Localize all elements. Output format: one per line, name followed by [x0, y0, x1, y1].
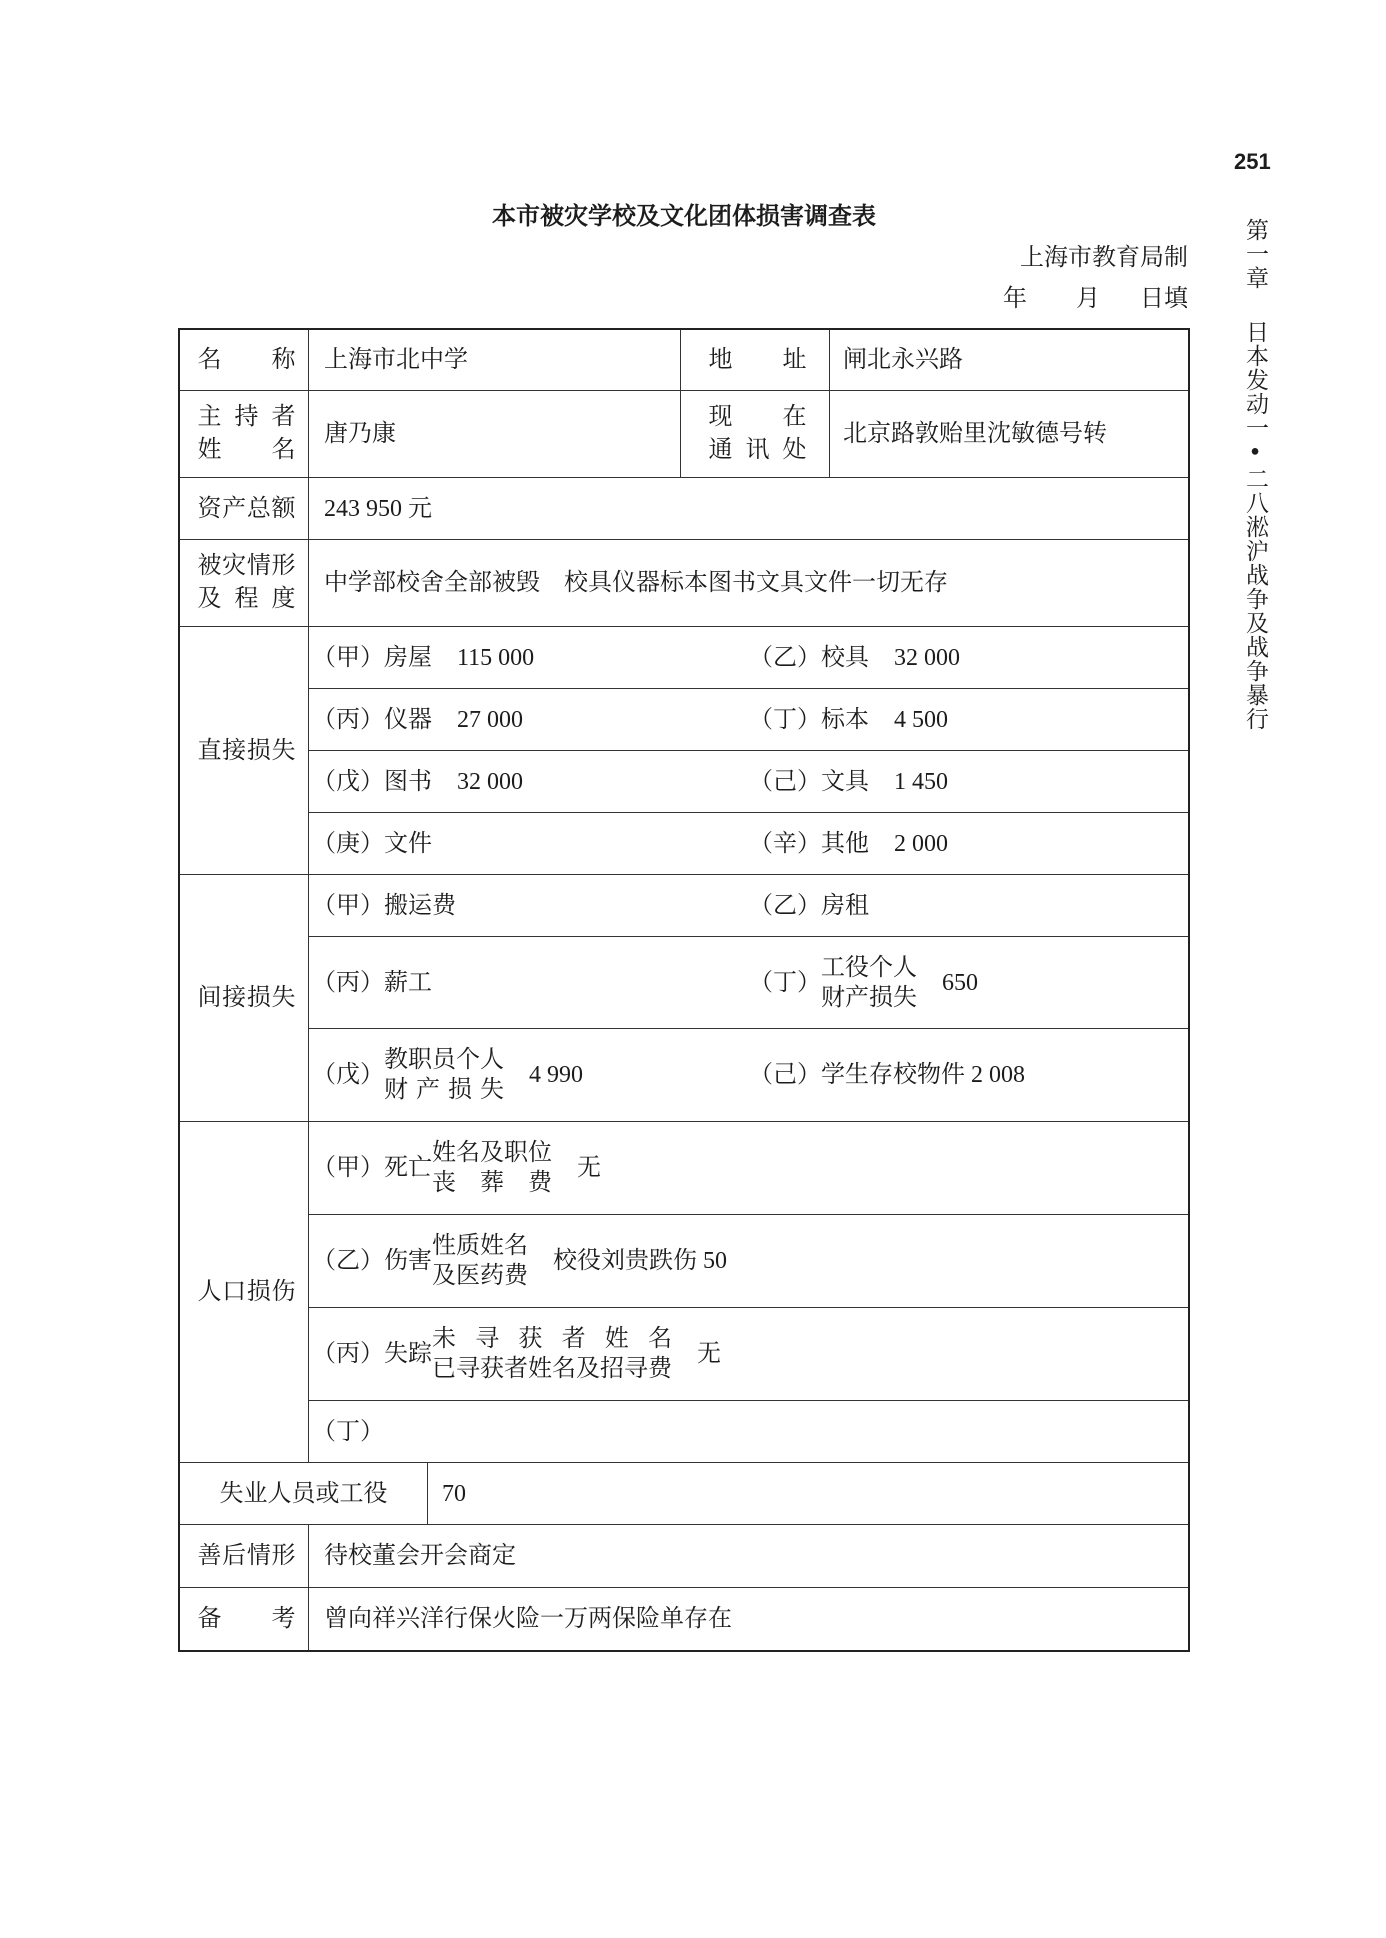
running-head-title: 日本发动一•二八淞沪战争及战争暴行 — [1242, 320, 1268, 731]
item-marker: （己） — [749, 768, 821, 795]
indirect-loss-label: 间接损失 — [197, 985, 296, 1011]
casualty-value: 无 — [577, 1155, 601, 1181]
item-amount: 27 000 — [457, 706, 523, 733]
item-marker: （乙） — [312, 1248, 384, 1274]
principal-value: 唐乃康 — [324, 421, 396, 447]
casualty-value: 校役刘贵跌伤 50 — [553, 1248, 727, 1274]
unemployed-label-cell — [180, 1463, 428, 1524]
item-name: 仪器 — [384, 706, 432, 733]
issuer: 上海市教育局制 — [1020, 245, 1188, 271]
damage-label-line: 及程度 — [197, 586, 296, 612]
casualty-field-line: 丧葬费 — [432, 1170, 552, 1196]
casualty-field-line: 及医药费 — [432, 1263, 528, 1289]
assets-value-cell — [309, 478, 1188, 539]
item-marker: （庚） — [312, 830, 384, 857]
row-unemployed — [180, 1463, 1188, 1525]
document-title: 本市被灾学校及文化团体损害调查表 — [492, 202, 876, 230]
item-name-two-line — [384, 1045, 504, 1105]
item-marker: （丙） — [312, 969, 384, 996]
direct-loss-line — [309, 627, 1188, 689]
aftermath-label-cell — [180, 1525, 309, 1587]
aftermath-label: 善后情形 — [197, 1543, 296, 1569]
item-name: 房屋 — [384, 644, 432, 671]
item-name: 文件 — [384, 830, 432, 857]
direct-loss-item — [309, 643, 749, 673]
indirect-loss-line — [309, 875, 1188, 937]
casualty-line — [309, 1401, 1188, 1462]
item-marker: （甲） — [312, 892, 384, 919]
row-remarks — [180, 1588, 1188, 1650]
row-aftermath — [180, 1525, 1188, 1588]
contact-label-cell — [681, 391, 830, 477]
direct-loss-item — [749, 829, 1188, 859]
item-marker: （丁） — [749, 969, 821, 996]
item-marker: （丁） — [749, 706, 821, 733]
contact-label — [709, 401, 807, 467]
page-number: 251 — [1234, 149, 1271, 174]
damage-label-line: 被灾情形 — [197, 553, 296, 579]
item-amount: 4 500 — [894, 706, 948, 733]
aftermath-value-cell — [309, 1525, 1188, 1587]
indirect-loss-item — [309, 1045, 749, 1105]
direct-loss-items — [309, 627, 1188, 874]
item-marker: （丙） — [312, 706, 384, 733]
item-marker: （己） — [749, 1062, 821, 1088]
survey-table — [178, 328, 1190, 1652]
indirect-loss-line — [309, 937, 1188, 1029]
remarks-label: 备考 — [197, 1606, 296, 1632]
casualty-field-line: 性质姓名 — [432, 1233, 528, 1259]
direct-loss-item — [309, 705, 749, 735]
item-marker: （戊） — [312, 768, 384, 795]
principal-label-line: 主持者 — [197, 404, 296, 430]
item-marker: （丁） — [312, 1418, 384, 1445]
item-name-line: 财产损失 — [384, 1077, 504, 1103]
remarks-label-cell — [180, 1588, 309, 1650]
direct-loss-line — [309, 813, 1188, 874]
remarks-value-cell — [309, 1588, 1188, 1650]
item-marker: （戊） — [312, 1062, 384, 1088]
casualty-category: 伤害 — [384, 1248, 432, 1274]
direct-loss-item — [749, 705, 1188, 735]
item-name: 其他 — [821, 830, 869, 857]
item-name: 图书 — [384, 768, 432, 795]
casualty-category: 失踪 — [384, 1341, 432, 1367]
casualty-value: 无 — [697, 1341, 721, 1367]
contact-value: 北京路敦贻里沈敏德号转 — [843, 421, 1107, 447]
item-name: 学生存校物件 — [821, 1062, 965, 1088]
item-amount: 32 000 — [894, 644, 960, 671]
address-label: 地址 — [708, 347, 807, 373]
name-value-cell — [309, 330, 681, 390]
indirect-loss-item — [749, 953, 1188, 1013]
item-amount: 650 — [942, 969, 978, 996]
item-amount: 1 450 — [894, 768, 948, 795]
item-name-line: 财产损失 — [821, 984, 917, 1011]
casualty-item — [309, 1417, 384, 1447]
assets-value: 243 950 元 — [324, 495, 432, 522]
row-principal-contact — [180, 391, 1188, 478]
row-name-address — [180, 330, 1188, 391]
aftermath-value: 待校董会开会商定 — [324, 1543, 516, 1569]
indirect-loss-item — [749, 891, 1188, 921]
casualty-field-line: 已寻获者姓名及招寻费 — [432, 1356, 672, 1382]
item-amount: 115 000 — [457, 644, 535, 671]
casualty-line — [309, 1122, 1188, 1215]
item-name: 房租 — [821, 892, 869, 919]
item-marker: （乙） — [749, 892, 821, 919]
item-name-two-line — [821, 953, 917, 1013]
direct-loss-item — [749, 643, 1188, 673]
direct-loss-item — [309, 767, 749, 797]
casualties-section — [180, 1122, 1188, 1463]
damage-label — [198, 550, 296, 616]
date-day: 日填 — [1140, 286, 1188, 312]
item-name: 标本 — [821, 706, 869, 733]
casualty-item — [309, 1324, 721, 1384]
principal-label — [198, 401, 296, 467]
indirect-loss-items — [309, 875, 1188, 1121]
unemployed-label: 失业人员或工役 — [219, 1480, 388, 1507]
indirect-loss-label-cell — [180, 875, 309, 1121]
indirect-loss-item — [309, 891, 749, 921]
unemployed-value: 70 — [442, 1480, 466, 1507]
principal-label-line: 姓名 — [197, 437, 296, 463]
contact-label-line: 现在 — [708, 404, 807, 430]
direct-loss-item — [309, 829, 749, 859]
direct-loss-label-cell — [180, 627, 309, 874]
casualty-line — [309, 1215, 1188, 1308]
indirect-loss-section — [180, 875, 1188, 1122]
direct-loss-label: 直接损失 — [197, 737, 296, 764]
item-name: 文具 — [821, 768, 869, 795]
date-month: 月 — [1076, 286, 1100, 312]
contact-value-cell — [830, 391, 1188, 477]
item-name: 薪工 — [384, 969, 432, 996]
item-marker: （丙） — [312, 1341, 384, 1367]
casualty-fields — [432, 1231, 528, 1291]
item-name: 搬运费 — [384, 892, 456, 919]
direct-loss-section — [180, 627, 1188, 875]
item-amount: 4 990 — [529, 1062, 583, 1088]
row-damage — [180, 540, 1188, 627]
direct-loss-line — [309, 751, 1188, 813]
unemployed-value-cell — [428, 1463, 1188, 1524]
direct-loss-line — [309, 689, 1188, 751]
remarks-value: 曾向祥兴洋行保火险一万两保险单存在 — [324, 1606, 732, 1632]
item-amount: 2 008 — [971, 1062, 1025, 1088]
casualty-fields — [432, 1138, 552, 1198]
casualty-line — [309, 1308, 1188, 1401]
indirect-loss-item — [309, 968, 749, 998]
item-amount: 2 000 — [894, 830, 948, 857]
damage-value: 中学部校舍全部被毁 校具仪器标本图书文具文件一切无存 — [324, 570, 948, 596]
casualties-label: 人口损伤 — [197, 1279, 296, 1305]
assets-label: 资产总额 — [197, 495, 296, 522]
date-year: 年 — [1003, 286, 1027, 312]
address-value-cell — [830, 330, 1188, 390]
direct-loss-item — [749, 767, 1188, 797]
principal-value-cell — [309, 391, 681, 477]
assets-label-cell — [180, 478, 309, 539]
name-label-cell — [180, 330, 309, 390]
name-label: 名称 — [197, 347, 296, 373]
indirect-loss-line — [309, 1029, 1188, 1121]
item-marker: （辛） — [749, 830, 821, 857]
casualty-item — [309, 1231, 727, 1291]
casualty-fields — [432, 1324, 672, 1384]
casualty-item — [309, 1138, 601, 1198]
row-assets — [180, 478, 1188, 540]
address-value: 闸北永兴路 — [843, 347, 963, 373]
running-head-chapter: 第一章 — [1242, 218, 1268, 290]
principal-label-cell — [180, 391, 309, 477]
address-label-cell — [681, 330, 830, 390]
damage-label-cell — [180, 540, 309, 626]
casualty-category: 死亡 — [384, 1155, 432, 1181]
indirect-loss-item — [749, 1060, 1188, 1090]
item-marker: （甲） — [312, 1155, 384, 1181]
damage-value-cell — [309, 540, 1188, 626]
item-marker: （甲） — [312, 644, 384, 671]
contact-label-line: 通讯处 — [708, 437, 807, 463]
name-value: 上海市北中学 — [324, 347, 468, 373]
item-name-line: 工役个人 — [821, 954, 917, 981]
item-marker: （乙） — [749, 644, 821, 671]
item-name: 校具 — [821, 644, 869, 671]
item-name-line: 教职员个人 — [384, 1047, 504, 1073]
casualty-field-line: 未寻获者姓名 — [432, 1326, 672, 1352]
casualties-items — [309, 1122, 1188, 1462]
casualty-field-line: 姓名及职位 — [432, 1140, 552, 1166]
item-amount: 32 000 — [457, 768, 523, 795]
casualties-label-cell — [180, 1122, 309, 1462]
